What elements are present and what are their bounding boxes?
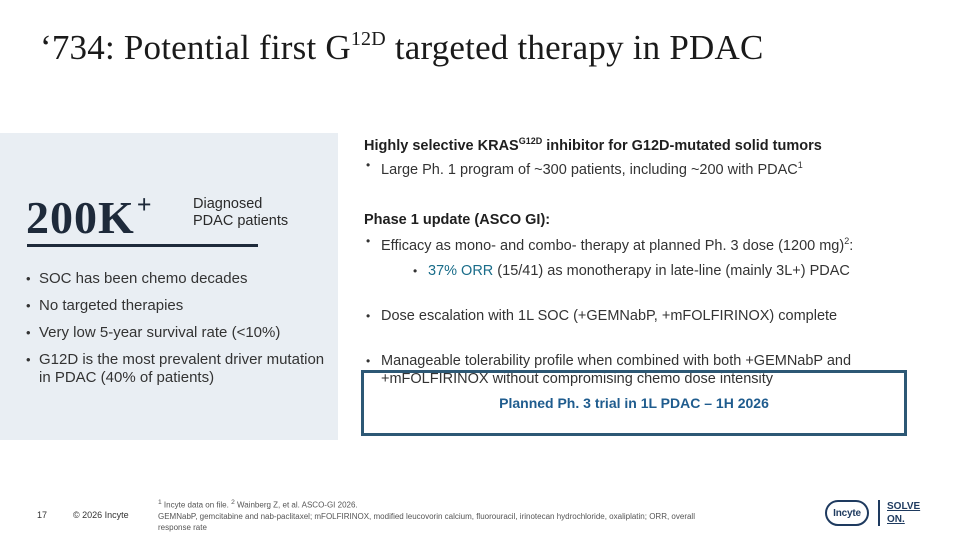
solve-on-tagline: SOLVE ON. <box>887 501 921 525</box>
footnotes: $^1$ Incyte data on file. $^2$ Wainberg Z, et al. ASCO-GI 2026. GEMNabP, gemcitabine and nab-paclitaxel; mFOLFIRINOX, modified leucovorin calcium, fluorouracil, irinotecan hydrochloride, oxaliplatin; ORR, overall response rate <box>158 499 695 532</box>
left-bullet: • No targeted therapies <box>26 297 326 315</box>
orr-highlight: 37% ORR <box>428 263 494 279</box>
right-bullet-4: • Manageable tolerability profile when combined with both +GEMNabP and +mFOLFIRINOX without compromising chemo dose intensity <box>364 352 941 388</box>
title-superscript: 12D <box>350 28 386 50</box>
stat-underline <box>27 244 258 247</box>
callout-text: Planned Ph. 3 trial in 1L PDAC – 1H 2026 <box>499 395 769 411</box>
left-bullet-list <box>26 270 326 396</box>
right-bullet-2: • Efficacy as mono- and combo- therapy at planned Ph. 3 dose (1200 mg)$^2$: <box>364 232 924 255</box>
left-bullet: • SOC has been chemo decades <box>26 270 326 288</box>
left-bullet: • Very low 5-year survival rate (<10%) <box>26 324 326 342</box>
right-heading-2: Phase 1 update (ASCO GI): • Efficacy as mono- and combo- therapy at planned Ph. 3 dose (1200 mg)$^2$: <box>364 212 924 255</box>
right-heading-1: Highly selective $KRAS^{G12D}$ inhibitor for G12D-mutated solid tumors • Large Ph. 1 program of ~300 patients, including ~200 with PDAC$^1$ <box>364 136 924 179</box>
page-number: 17 <box>37 510 48 520</box>
copyright: © 2026 Incyte <box>73 510 129 520</box>
incyte-logo: Incyte <box>825 500 869 526</box>
callout-box <box>361 370 907 436</box>
right-sub-bullet: • 37% ORR (15/41) as monotherapy in late-line (mainly 3L+) PDAC <box>364 262 960 280</box>
slide-title: ‘734: Potential first $G^{12D}$ targeted therapy in PDAC <box>40 28 764 67</box>
left-bullet: • G12D is the most prevalent driver mutation in PDAC (40% of patients) <box>26 351 326 387</box>
stat-label: Diagnosed PDAC patients <box>193 196 289 229</box>
logo-divider <box>878 500 880 526</box>
right-bullet-1: • Large Ph. 1 program of ~300 patients, including ~200 with PDAC$^1$ <box>364 156 924 179</box>
big-stat-number: 200K+ <box>26 190 153 243</box>
right-bullet-3: • Dose escalation with 1L SOC (+GEMNabP, +mFOLFIRINOX) complete <box>364 307 941 325</box>
